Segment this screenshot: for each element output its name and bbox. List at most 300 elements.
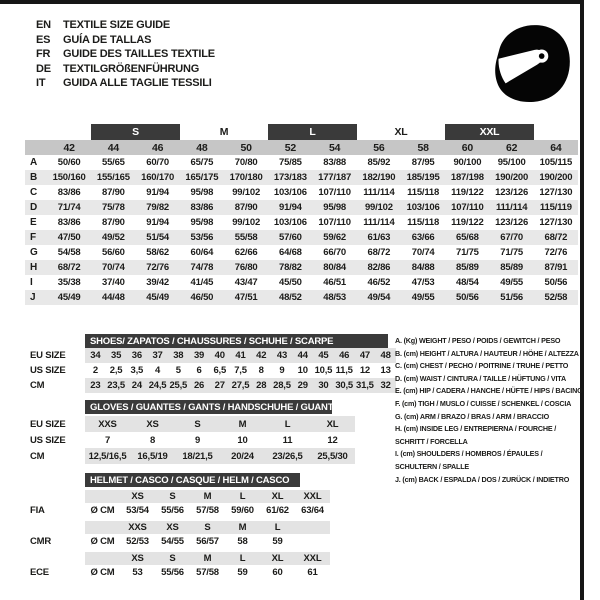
helmet-row-CMR xyxy=(28,534,330,549)
measure-cell: 87/90 xyxy=(101,187,125,198)
value-cell: 27 xyxy=(214,380,225,391)
measure-row-J xyxy=(25,290,578,305)
value-cell: 23/26,5 xyxy=(272,450,303,462)
value-cell: 23 xyxy=(90,380,101,391)
value-cell: 2 xyxy=(92,365,98,376)
measure-cell: 53/56 xyxy=(190,232,214,243)
measure-cell: 68/72 xyxy=(544,232,568,243)
size-header-cell: XXL xyxy=(303,553,322,564)
value-cell: 24 xyxy=(131,380,142,391)
shoes-row-eu-size xyxy=(28,348,396,363)
value-cell: 61/62 xyxy=(266,505,289,516)
language-code: EN xyxy=(36,19,51,32)
value-cell: 53/54 xyxy=(126,505,149,516)
unit-cell: Ø CM xyxy=(90,505,115,516)
row-label: G xyxy=(30,247,38,258)
size-header-cell: 48 xyxy=(196,141,208,154)
size-header-cell: 54 xyxy=(328,141,341,154)
size-header-cell: XXL xyxy=(303,491,322,502)
value-cell: 23,5 xyxy=(107,380,125,391)
language-title: GUÍA DE TALLAS xyxy=(63,33,152,46)
size-header-cell: XS xyxy=(166,522,179,533)
measure-cell: 59/62 xyxy=(323,232,347,243)
frame-right-border xyxy=(580,0,584,600)
row-label: US SIZE xyxy=(30,434,66,446)
shoes-size-table xyxy=(28,334,396,393)
measure-cell: 87/90 xyxy=(101,217,125,228)
measure-cell: 54/58 xyxy=(57,247,81,258)
measure-row-A xyxy=(25,155,578,170)
measure-cell: 87/95 xyxy=(411,157,435,168)
measure-cell: 99/102 xyxy=(232,187,261,198)
measure-cell: 111/114 xyxy=(363,187,395,198)
measure-cell: 60/70 xyxy=(146,157,170,168)
measure-cell: 45/49 xyxy=(146,292,170,303)
measure-cell: 82/86 xyxy=(367,262,391,273)
measure-cell: 99/102 xyxy=(232,217,261,228)
helmet-size-table xyxy=(28,473,330,583)
measure-cell: 79/82 xyxy=(146,202,170,213)
row-label: A xyxy=(30,157,38,168)
measure-cell: 95/100 xyxy=(497,157,526,168)
language-title: TEXTILE SIZE GUIDE xyxy=(63,19,171,32)
language-title-list xyxy=(36,18,215,91)
measure-cell: 107/110 xyxy=(451,202,484,213)
row-label: D xyxy=(30,202,38,213)
measure-cell: 99/102 xyxy=(364,202,393,213)
size-group-XXL: XXL xyxy=(445,124,534,140)
legend-item: E. (cm) HIP / CADERA / HANCHE / HÜFTE / HIPS / BACINO xyxy=(395,386,583,396)
row-label: CM xyxy=(30,450,45,462)
measure-cell: 71/75 xyxy=(500,247,524,258)
value-cell: XXS xyxy=(98,418,117,430)
legend-item: C. (cm) CHEST / PECHO / POITRINE / TRUHE / PETTO xyxy=(395,361,569,371)
measure-cell: 115/118 xyxy=(407,187,440,198)
measure-cell: 165/175 xyxy=(185,172,219,183)
frame-top-border xyxy=(0,0,584,4)
measure-cell: 71/74 xyxy=(57,202,81,213)
value-cell: 9 xyxy=(194,434,201,446)
measure-cell: 70/74 xyxy=(101,262,125,273)
measure-cell: 95/98 xyxy=(190,187,214,198)
measure-cell: 45/49 xyxy=(57,292,81,303)
measure-cell: 63/66 xyxy=(411,232,435,243)
legend-item: D. (cm) WAIST / CINTURA / TAILLE / HÜFTUNG / VITA xyxy=(395,373,566,383)
value-cell: 41 xyxy=(235,350,246,361)
value-cell: 11 xyxy=(282,434,293,446)
measure-cell: 35/38 xyxy=(57,277,81,288)
value-cell: 59 xyxy=(237,567,248,578)
legend-item: F. (cm) TIGH / MUSLO / CUISSE / SCHENKEL / COSCIA xyxy=(395,398,572,408)
measure-cell: 49/55 xyxy=(411,292,435,303)
measure-cell: 70/74 xyxy=(411,247,435,258)
measure-cell: 61/63 xyxy=(367,232,391,243)
measure-cell: 103/106 xyxy=(273,217,307,228)
shoes-row-us-size xyxy=(28,363,396,378)
value-cell: 40 xyxy=(214,350,225,361)
measure-row-B xyxy=(25,170,578,185)
value-cell: 30,5 xyxy=(335,380,354,391)
language-title: GUIDA ALLE TAGLIE TESSILI xyxy=(63,77,212,90)
gloves-row-us-size xyxy=(28,432,355,448)
measure-cell: 105/115 xyxy=(539,157,573,168)
value-cell: 34 xyxy=(90,350,101,361)
measure-cell: 72/76 xyxy=(146,262,170,273)
size-group-M: M xyxy=(219,126,229,138)
measure-row-D xyxy=(25,200,578,215)
size-header-cell: L xyxy=(239,553,246,564)
measure-cell: 52/58 xyxy=(544,292,568,303)
size-header-cell: 52 xyxy=(284,141,297,154)
size-header-cell: S xyxy=(204,522,211,533)
value-cell: XL xyxy=(326,418,339,430)
measure-cell: 60/64 xyxy=(190,247,214,258)
size-header-cell: XS xyxy=(131,553,144,564)
measure-cell: 55/58 xyxy=(234,232,258,243)
size-group-L: L xyxy=(268,124,357,140)
value-cell: 39 xyxy=(193,350,205,361)
value-cell: 27,5 xyxy=(231,380,250,391)
value-cell: 12,5/16,5 xyxy=(88,450,127,462)
measure-cell: 83/88 xyxy=(323,157,347,168)
measure-cell: 64/68 xyxy=(278,247,302,258)
row-label: I xyxy=(30,277,33,288)
language-code: FR xyxy=(36,48,51,61)
shoes-table-title: SHOES/ ZAPATOS / CHAUSSURES / SCHUHE / SCARPE xyxy=(85,334,388,348)
value-cell: 55/56 xyxy=(161,567,184,578)
row-label: EU SIZE xyxy=(30,350,66,361)
value-cell: 56/57 xyxy=(196,536,219,547)
helmet-size-header-FIA xyxy=(85,490,330,503)
unit-cell: Ø CM xyxy=(90,536,115,547)
value-cell: 42 xyxy=(256,350,267,361)
measure-cell: 47/53 xyxy=(411,277,435,288)
value-cell: 25,5/30 xyxy=(317,450,348,462)
measure-row-H xyxy=(25,260,578,275)
value-cell: 9 xyxy=(279,365,285,376)
size-header-cell: 64 xyxy=(550,141,562,154)
measure-cell: 91/94 xyxy=(146,217,170,228)
helmet-size-header-ECE xyxy=(85,552,330,565)
measure-cell: 68/72 xyxy=(367,247,391,258)
measure-cell: 74/78 xyxy=(190,262,214,273)
measure-cell: 173/183 xyxy=(273,172,307,183)
measure-cell: 44/48 xyxy=(101,292,125,303)
measure-cell: 83/86 xyxy=(57,187,81,198)
value-cell: 38 xyxy=(173,350,184,361)
legend-item: G. (cm) ARM / BRAZO / BRAS / ARM / BRACCIO xyxy=(395,411,549,421)
value-cell: 57/58 xyxy=(196,505,219,516)
value-cell: 8 xyxy=(258,365,264,376)
value-cell: 63/64 xyxy=(301,505,324,516)
value-cell: 35 xyxy=(111,350,122,361)
measure-cell: 150/160 xyxy=(52,172,86,183)
language-row-es xyxy=(36,33,215,48)
value-cell: 59 xyxy=(272,536,283,547)
language-row-it xyxy=(36,76,215,91)
legend-item: A. (Kg) WEIGHT / PESO / POIDS / GEWITCH / PESO xyxy=(395,336,561,345)
measure-cell: 65/68 xyxy=(455,232,479,243)
value-cell: 52/53 xyxy=(126,536,149,547)
measure-cell: 58/62 xyxy=(146,247,170,258)
measure-cell: 43/47 xyxy=(234,277,258,288)
measure-cell: 78/82 xyxy=(278,262,302,273)
language-code: ES xyxy=(36,33,51,46)
measure-cell: 107/110 xyxy=(318,217,351,228)
measure-cell: 87/90 xyxy=(234,202,258,213)
measure-cell: 51/54 xyxy=(146,232,170,243)
value-cell: 4 xyxy=(155,365,161,376)
measure-cell: 68/72 xyxy=(57,262,81,273)
measure-cell: 46/52 xyxy=(367,277,391,288)
value-cell: S xyxy=(194,418,201,430)
row-label: CM xyxy=(30,380,45,391)
size-header-cell: 42 xyxy=(63,141,75,154)
measure-row-I xyxy=(25,275,578,290)
row-label: CMR xyxy=(30,536,52,547)
value-cell: 12 xyxy=(327,434,338,446)
language-code: DE xyxy=(36,62,51,75)
size-header-cell: M xyxy=(203,553,212,564)
measure-cell: 75/85 xyxy=(278,157,302,168)
value-cell: 36 xyxy=(131,350,142,361)
measure-cell: 72/76 xyxy=(544,247,568,258)
measure-cell: 123/126 xyxy=(495,187,529,198)
measure-cell: 90/100 xyxy=(453,157,482,168)
measure-cell: 39/42 xyxy=(146,277,170,288)
size-header-cell: 62 xyxy=(505,141,518,154)
value-cell: 37 xyxy=(152,350,163,361)
measure-cell: 56/60 xyxy=(101,247,125,258)
size-group-S: S xyxy=(91,124,180,140)
value-cell: 45 xyxy=(318,350,329,361)
row-label: E xyxy=(30,217,37,228)
measure-cell: 155/165 xyxy=(96,172,130,183)
measure-cell: 50/56 xyxy=(455,292,479,303)
helmet-size-header-CMR xyxy=(85,521,330,534)
measure-cell: 123/126 xyxy=(495,217,529,228)
measure-cell: 190/200 xyxy=(539,172,573,183)
legend-item: I. (cm) SHOULDERS / HOMBROS / ÉPAULES / SCHULTERN / SPALLE xyxy=(395,449,543,471)
language-title: GUIDE DES TAILLES TEXTILE xyxy=(63,48,215,61)
language-code: IT xyxy=(36,77,46,90)
value-cell: 61 xyxy=(307,567,318,578)
measure-cell: 65/75 xyxy=(190,157,214,168)
measure-cell: 87/91 xyxy=(544,262,568,273)
measure-cell: 160/170 xyxy=(141,172,175,183)
value-cell: 55/56 xyxy=(161,505,184,516)
measure-cell: 67/70 xyxy=(500,232,524,243)
size-header-cell: XL xyxy=(271,553,284,564)
row-values xyxy=(85,432,355,448)
measure-row-F xyxy=(25,230,578,245)
measure-cell: 83/86 xyxy=(190,202,214,213)
size-header-cell: 56 xyxy=(373,141,385,154)
value-cell: XS xyxy=(146,418,159,430)
row-label: ECE xyxy=(30,567,49,578)
language-row-en xyxy=(36,18,215,33)
value-cell: 48 xyxy=(380,350,391,361)
measure-cell: 103/106 xyxy=(406,202,440,213)
value-cell: 28 xyxy=(256,380,267,391)
language-row-fr xyxy=(36,47,215,62)
size-header-cell: 58 xyxy=(417,141,429,154)
value-cell: M xyxy=(238,418,247,430)
value-cell: 47 xyxy=(359,350,370,361)
value-cell: 10,5 xyxy=(314,365,333,376)
textile-size-table xyxy=(25,124,578,305)
row-label: J xyxy=(30,292,36,303)
measure-cell: 107/110 xyxy=(318,187,351,198)
size-header-cell: M xyxy=(203,491,212,502)
value-cell: 43 xyxy=(276,350,288,361)
measure-cell: 49/55 xyxy=(500,277,524,288)
measure-cell: 48/53 xyxy=(323,292,347,303)
value-cell: 25,5 xyxy=(169,380,188,391)
measure-cell: 51/56 xyxy=(500,292,524,303)
value-cell: 30 xyxy=(318,380,329,391)
size-header-cell: 44 xyxy=(107,141,120,154)
measure-cell: 84/88 xyxy=(411,262,435,273)
size-header-cell: M xyxy=(238,522,247,533)
helmet-row-FIA xyxy=(28,503,330,518)
measure-cell: 85/89 xyxy=(455,262,479,273)
value-cell: 7,5 xyxy=(234,365,247,376)
size-header-cell: XXS xyxy=(128,522,147,533)
measure-cell: 55/65 xyxy=(101,157,125,168)
value-cell: 12 xyxy=(359,365,370,376)
measure-row-C xyxy=(25,185,578,200)
measure-cell: 170/180 xyxy=(229,172,263,183)
measure-cell: 85/92 xyxy=(367,157,391,168)
measure-cell: 127/130 xyxy=(539,187,573,198)
measure-cell: 76/80 xyxy=(234,262,258,273)
measure-cell: 111/114 xyxy=(495,202,528,213)
measure-cell: 115/119 xyxy=(539,202,572,213)
measure-cell: 182/190 xyxy=(362,172,396,183)
row-values xyxy=(85,416,355,432)
value-cell: L xyxy=(284,418,291,430)
measure-cell: 71/75 xyxy=(455,247,479,258)
measure-cell: 46/50 xyxy=(190,292,214,303)
value-cell: 2,5 xyxy=(109,365,123,376)
value-cell: 32 xyxy=(380,380,391,391)
measure-cell: 187/198 xyxy=(450,172,484,183)
measure-cell: 62/66 xyxy=(234,247,258,258)
size-header-row xyxy=(25,140,578,155)
measure-row-E xyxy=(25,215,578,230)
value-cell: 6,5 xyxy=(213,365,227,376)
shoes-row-cm xyxy=(28,378,396,393)
gloves-row-cm xyxy=(28,448,355,464)
value-cell: 10 xyxy=(237,434,248,446)
measure-cell: 127/130 xyxy=(539,217,573,228)
measure-cell: 49/54 xyxy=(367,292,391,303)
value-cell: 28,5 xyxy=(273,380,291,391)
measure-cell: 91/94 xyxy=(146,187,170,198)
measure-cell: 115/118 xyxy=(407,217,440,228)
measure-cell: 50/60 xyxy=(57,157,81,168)
size-header-cell: L xyxy=(239,491,246,502)
helmet-row-ECE xyxy=(28,565,330,580)
row-label: EU SIZE xyxy=(30,418,66,430)
measure-cell: 119/122 xyxy=(451,217,484,228)
value-cell: 31,5 xyxy=(356,380,374,391)
measure-cell: 103/106 xyxy=(273,187,307,198)
size-header-cell: XL xyxy=(271,491,284,502)
row-label: H xyxy=(30,262,38,273)
row-label: F xyxy=(30,232,36,243)
size-header-cell: S xyxy=(169,553,176,564)
gloves-table-title: GLOVES / GUANTES / GANTS / HANDSCHUHE / GUANTI xyxy=(85,400,332,414)
measure-cell: 66/70 xyxy=(323,247,347,258)
value-cell: 26 xyxy=(193,380,205,391)
language-title: TEXTILGRÖßENFÜHRUNG xyxy=(63,62,200,75)
size-group-row xyxy=(25,124,578,140)
value-cell: 20/24 xyxy=(231,450,254,462)
value-cell: 53 xyxy=(132,567,143,578)
measure-row-G xyxy=(25,245,578,260)
measure-cell: 185/195 xyxy=(406,172,440,183)
value-cell: 3,5 xyxy=(130,365,144,376)
unit-cell: Ø CM xyxy=(90,567,115,578)
measure-cell: 46/51 xyxy=(323,277,347,288)
legend-item: B. (cm) HEIGHT / ALTURA / HAUTEUR / HÖHE / ALTEZZA xyxy=(395,348,579,358)
measure-cell: 57/60 xyxy=(278,232,302,243)
gloves-size-table xyxy=(28,400,355,464)
size-header-cell: 46 xyxy=(151,141,164,154)
row-label: C xyxy=(30,187,38,198)
value-cell: 8 xyxy=(149,434,156,446)
measure-cell: 37/40 xyxy=(101,277,125,288)
helmet-table-title: HELMET / CASCO / CASQUE / HELM / CASCO xyxy=(85,473,300,487)
measure-cell: 95/98 xyxy=(190,217,214,228)
gloves-row-eu-size xyxy=(28,416,355,432)
size-header-cell: 60 xyxy=(461,141,474,154)
size-header-cell: XS xyxy=(131,491,144,502)
language-row-de xyxy=(36,62,215,77)
value-cell: 11,5 xyxy=(335,365,353,376)
measure-cell: 49/52 xyxy=(101,232,125,243)
value-cell: 5 xyxy=(175,365,181,376)
value-cell: 7 xyxy=(104,434,111,446)
row-values xyxy=(85,363,396,378)
value-cell: 29 xyxy=(297,380,308,391)
measure-cell: 119/122 xyxy=(451,187,484,198)
size-group-XL: XL xyxy=(394,126,408,138)
measure-cell: 47/50 xyxy=(57,232,81,243)
size-header-cell: L xyxy=(274,522,281,533)
value-cell: 60 xyxy=(272,567,283,578)
measure-cell: 95/98 xyxy=(323,202,347,213)
measure-cell: 85/89 xyxy=(500,262,524,273)
legend-item: H. (cm) INSIDE LEG / ENTREPIERNA / FOURCHE / SCHRITT / FORCELLA xyxy=(395,424,557,446)
value-cell: 18/21,5 xyxy=(182,450,213,462)
measure-cell: 111/114 xyxy=(363,217,395,228)
row-label: FIA xyxy=(30,505,45,516)
value-cell: 44 xyxy=(297,350,308,361)
measure-cell: 70/80 xyxy=(234,157,258,168)
value-cell: 46 xyxy=(339,350,350,361)
row-label: B xyxy=(30,172,38,183)
measure-cell: 177/187 xyxy=(318,172,352,183)
measure-cell: 80/84 xyxy=(323,262,347,273)
measure-cell: 41/45 xyxy=(190,277,214,288)
measure-cell: 83/86 xyxy=(57,217,81,228)
row-label: US SIZE xyxy=(30,365,66,376)
legend-item: J. (cm) BACK / ESPALDA / DOS / ZURÜCK / INDIETRO xyxy=(395,474,570,484)
value-cell: 6 xyxy=(196,365,202,376)
